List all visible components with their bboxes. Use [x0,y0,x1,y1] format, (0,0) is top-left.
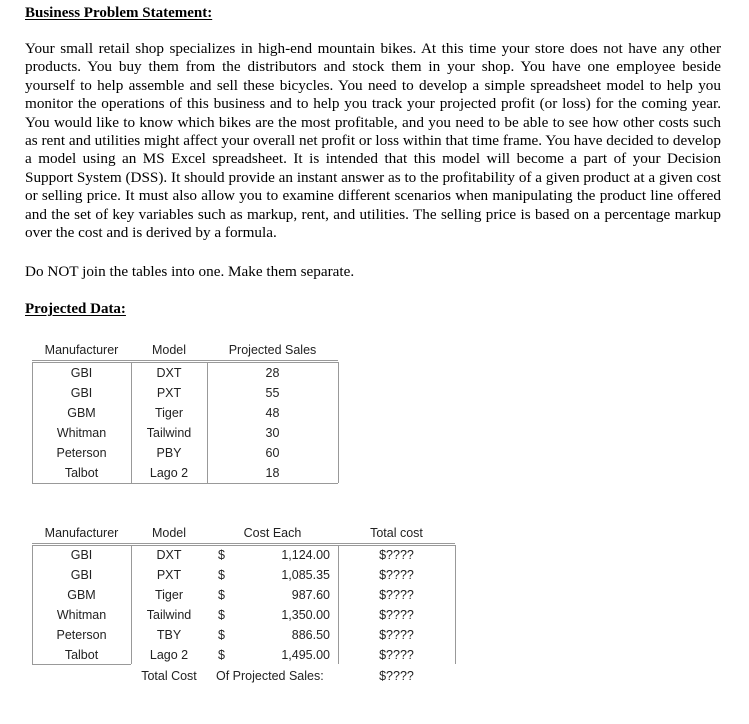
problem-statement-paragraph: Your small retail shop specializes in high-end mountain bikes. At this time your store does not have any other products. You buy them from the distributors and stock them in your shop. You have one employee beside yourself to help assemble and sell these bicycles. You need to develop a simple spreadsheet model to help you monitor the operations of this business and to help you track your projected profit (or loss) for the coming year. You would like to know which bikes are the most profitable, and you need to be able to see how other costs such as rent and utilities might affect your overall net profit or loss within that time frame. You have decided to develop a model using an MS Excel spreadsheet. It is intended that this model will become a part of your Decision Support System (DSS). It should provide an instant answer as to the profitability of a given product at a given cost or selling price. It must also allow you to examine different scenarios when manipulating the product line offered and the set of key variables such as markup, rent, and utilities. The selling price is based on a percentage markup over the cost and is derived by a formula. [25,40,721,242]
header-total-cost: Total cost [370,526,423,540]
footer-total-cost-label: Total Cost [141,669,197,683]
manufacturer-cell: Whitman [56,426,107,440]
manufacturer-cell: Peterson [56,628,107,642]
footer-of-projected-sales-label: Of Projected Sales: [216,669,324,683]
model-cell: DXT [156,366,182,380]
projected-data-heading: Projected Data: [25,301,126,317]
model-cell: PXT [156,568,182,582]
projected-sales-cell: 30 [265,426,280,440]
manufacturer-cell: Talbot [64,648,99,662]
projected-sales-cell: 18 [265,466,280,480]
cost-each-cell: 1,085.35 [281,568,330,582]
instruction-paragraph: Do NOT join the tables into one. Make them separate. [25,263,355,280]
table-row [32,463,338,483]
table-row [32,585,455,605]
cost-table [32,522,455,692]
model-cell: TBY [156,628,182,642]
manufacturer-cell: Whitman [56,608,107,622]
cost-each-cell: 987.60 [291,588,330,602]
cost-each-cell: 1,350.00 [281,608,330,622]
model-cell: PBY [156,446,182,460]
cost-each-cell: 1,124.00 [281,548,330,562]
header-model: Model [151,526,187,540]
total-cost-footer-row [32,666,455,686]
projected-sales-table [32,339,338,485]
manufacturer-cell: GBI [70,366,93,380]
projected-sales-cell: 28 [265,366,280,380]
header-manufacturer: Manufacturer [44,343,119,357]
table-row [32,363,338,383]
currency-symbol: $ [218,588,225,602]
model-cell: Lago 2 [149,466,189,480]
model-cell: Tailwind [146,426,192,440]
model-cell: Lago 2 [149,648,189,662]
model-cell: DXT [156,548,182,562]
table-header-row [32,523,455,543]
manufacturer-cell: GBM [67,588,96,602]
model-cell: Tailwind [146,608,192,622]
model-cell: PXT [156,386,182,400]
total-cost-cell: $???? [379,608,414,622]
table-row [32,383,338,403]
projected-sales-cell: 48 [265,406,280,420]
total-cost-cell: $???? [379,648,414,662]
currency-symbol: $ [218,548,225,562]
cost-each-cell: 1,495.00 [281,648,330,662]
table-row [32,403,338,423]
table-row [32,545,455,565]
manufacturer-cell: Peterson [56,446,107,460]
table-header-row [32,340,338,360]
total-cost-cell: $???? [379,548,414,562]
currency-symbol: $ [218,608,225,622]
manufacturer-cell: Talbot [64,466,99,480]
header-manufacturer: Manufacturer [44,526,119,540]
header-projected-sales: Projected Sales [228,343,317,357]
table-row [32,423,338,443]
business-problem-heading: Business Problem Statement: [25,5,213,21]
currency-symbol: $ [218,648,225,662]
currency-symbol: $ [218,568,225,582]
manufacturer-cell: GBI [70,568,93,582]
total-cost-cell: $???? [379,628,414,642]
projected-sales-cell: 60 [265,446,280,460]
header-cost-each: Cost Each [243,526,302,540]
currency-symbol: $ [218,628,225,642]
table-row [32,443,338,463]
model-cell: Tiger [154,406,183,420]
manufacturer-cell: GBI [70,386,93,400]
footer-total-value: $???? [379,669,414,683]
manufacturer-cell: GBM [67,406,96,420]
total-cost-cell: $???? [379,568,414,582]
cost-each-cell: 886.50 [291,628,330,642]
model-cell: Tiger [154,588,183,602]
table-row [32,605,455,625]
projected-sales-cell: 55 [265,386,280,400]
header-model: Model [151,343,187,357]
table-row [32,565,455,585]
total-cost-cell: $???? [379,588,414,602]
manufacturer-cell: GBI [70,548,93,562]
table-row [32,645,455,665]
table-row [32,625,455,645]
